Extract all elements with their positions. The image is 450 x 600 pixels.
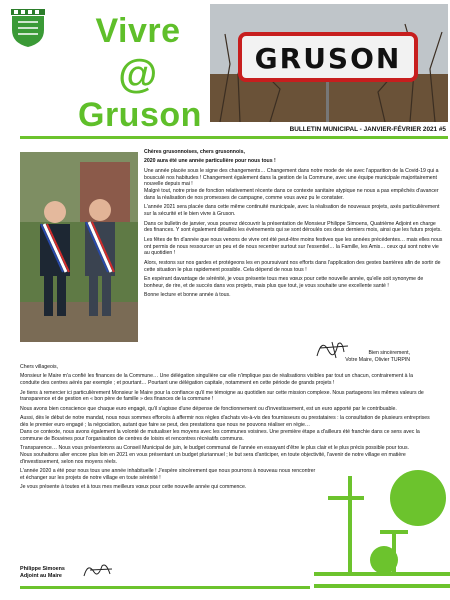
adjoint-paragraph: Nous avons bien conscience que chaque euro engagé, qu'il s'agisse d'une dépense de fonctionnement ou d'investissement, est un euro apporté par le contribuable.: [20, 405, 397, 412]
footer-rule: [20, 586, 310, 589]
adjoint-paragraph: Je vous présente à toutes et à tous mes meilleurs vœux pour cette nouvelle année qui commence.: [20, 484, 247, 491]
adjoint-greeting: Chers villageois,: [20, 364, 59, 370]
adjoint-paragraph: Je tiens à remercier ici particulièrement Monsieur le Maire pour la confiance qu'il me témoigne au quotidien sur cette mission complexe. Nous partageons les mêmes valeurs de transparence et de gestion en « bon père de famille » des finances de la commune !: [20, 389, 424, 403]
municipal-crest-logo: [10, 8, 46, 48]
mayor-paragraph: En espérant davantage de sérénité, je vous présente tous mes vœux pour cette nouvelle année, qu'elle soit synonyme de bonheur, de rire, et de succès dans vos projets, mais plus que tout, je vous souhaite une excellente santé !: [144, 275, 424, 289]
village-sign-photo: [210, 4, 448, 122]
bulletin-header: BULLETIN MUNICIPAL - JANVIER-FÉVRIER 2021 #5: [289, 126, 446, 133]
mayor-paragraph: Alors, restons sur nos gardes et protégeons les en poursuivant nos efforts dans l'application des gestes barrières afin de sortir de cette situation le plus rapidement possible. Cela dépend de nous tous !: [144, 259, 441, 273]
title-vivre: Vivre: [95, 12, 181, 50]
adjoint-signoff: [20, 566, 65, 580]
mayor-paragraph: L'année 2021 sera placée dans cette même continuité municipale, avec la réalisation de nouveaux projets, axés particulièrement sur la sécurité et le bien vivre à Gruson.: [144, 204, 440, 218]
mayor-signature-block: [345, 350, 410, 363]
adjoint-paragraph: Dans ce contexte, nous avons également la volonté de mutualiser les moyens avec les communes voisines. Une première étape a d'ailleurs été franchie dans ce sens avec la commune de Bouvines pour l'organisation de centres de loisirs et rencontres récréatifs communs.: [20, 428, 420, 442]
mayor-paragraph: 2020 aura été une année particulière pour nous tous !: [144, 158, 276, 165]
mayor-greeting: Chères grusonnoises, chers grusonnois,: [144, 149, 245, 155]
header-rule: [20, 136, 448, 139]
adjoint-paragraph: L'année 2020 a été pour nous tous une année inhabituelle ! J'espère sincèrement que nous pourrons à nouveau nous rencontrer et échanger sur les projets de notre village en toute sérénité !: [20, 467, 316, 481]
adjoint-paragraph: Monsieur le Maire m'a confié les finances de la Commune… Une délégation singulière car elle n'implique pas de réalisations visibles par tout un chacun, contrairement à la conduite des centres aérés par exemple ; et pourtant… Pourtant une délégation capitale, notamment en cette période de grands projets !: [20, 373, 413, 387]
adjoint-signature: [82, 560, 116, 580]
decorative-green-bars: [314, 468, 450, 600]
mayor-paragraph: Dans ce bulletin de janvier, vous pourrez découvrir la présentation de Monsieur Philippe Simoens, Quatrième Adjoint en charge des finances. Y sont également détaillés les événements qui se sont déroulés ces deux derniers mois, ainsi que les futurs projets.: [144, 220, 442, 234]
title-at-sign: @: [118, 52, 158, 96]
mayor-paragraph: Une année placée sous le signe des changements… Changement dans notre mode de vie avec l'apparition de la Covid-19 qui a bousculé nos habitudes ! Changement également dans la gestion de la Commune, avec une équipe municipale majoritairement nouvelle depuis mai !: [144, 167, 439, 188]
mayor-letter: [144, 149, 444, 301]
adjoint-name: Philippe Simoens: [20, 566, 65, 572]
officials-photo: [20, 152, 138, 342]
adjoint-paragraph: Aussi, dès le début de notre mandat, nous nous sommes efforcés à affermir nos règles d'achats vis-à-vis des fournisseurs ou prestataires : la consultation de plusieurs entreprises dès le premier euro engagé ; la négociation, autant que faire se peut, des prestations que nous ne pouvons réaliser en régie…: [20, 415, 430, 428]
title-gruson: Gruson: [78, 96, 202, 134]
closing-text: Bien sincèrement,: [368, 350, 410, 356]
mayor-name: Votre Maire, Olivier TURPIN: [345, 356, 410, 363]
mayor-paragraph: Bonne lecture et bonne année à tous.: [144, 292, 231, 299]
adjoint-role: Adjoint au Maire: [20, 573, 62, 579]
sign-text: GRUSON: [254, 42, 402, 75]
mayor-paragraph: Les fêtes de fin d'année que nous venons de vivre ont été peut-être moins festives que les années précédentes… mais elles nous ont permis de nous ressourcer un peu et de nous recentrer surtout sur l'essentiel… la Famille, les Amis… ceux qui sont notre vie au quotidien !: [144, 236, 443, 257]
adjoint-paragraph: Transparence… Nous vous présenterons au Conseil Municipal de juin, le budget communal de l'année en essayant d'être le plus clair et le plus précis possible pour tous. Nous souhaitons aller encore plus loin en 2021 en vous présentant un budget pluriannuel ; le but sera d'anticiper, en toute objectivité, l'avenir de notre village en matière d'investissement, selon nos moyens réels.: [20, 444, 410, 465]
mayor-paragraph: Malgré tout, notre prise de fonction relativement récente dans ce contexte sanitaire atypique ne nous a pas empêchés d'avancer dans la réalisation de nos promesses de campagne, comme vous avez pu le constater.: [144, 188, 439, 201]
